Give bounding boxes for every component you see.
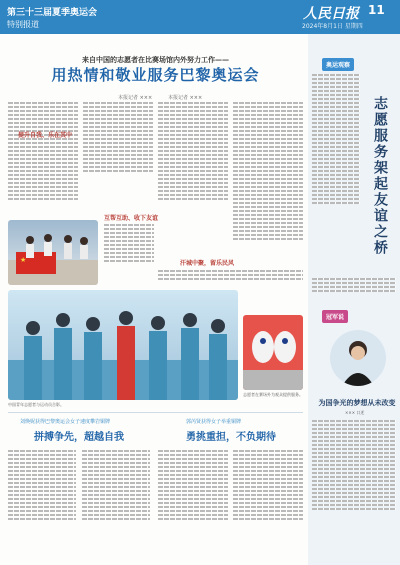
byline: 本报记者 ××× <box>118 95 153 101</box>
text-column <box>312 418 396 560</box>
text-column <box>83 100 153 210</box>
volunteer-group-photo <box>8 290 238 400</box>
text-column <box>8 448 76 560</box>
photo-illustration <box>8 220 98 285</box>
subheading: 提升自我、乐在其中 <box>18 132 73 139</box>
mascot-photo <box>243 315 303 390</box>
photo-caption: 中国青年志愿者与运动员合影。 <box>8 402 64 407</box>
article-kicker: 来自中国的志愿者在比赛场馆内外努力工作—— <box>82 55 229 64</box>
section-divider <box>8 412 303 413</box>
portrait-byline: ××× 口述 <box>345 410 365 415</box>
sidebar-tag: 奥运观察 <box>322 58 354 71</box>
newspaper-logo: 人民日报 <box>303 6 359 22</box>
story-headline: 勇挑重担，不负期待 <box>186 432 276 443</box>
subsection-title: 特别报道 <box>7 20 39 29</box>
volunteer-flag-photo <box>8 220 98 285</box>
subheading: 互帮互助、收下友谊 <box>104 215 159 222</box>
page-header <box>0 0 400 34</box>
issue-date: 2024年8月1日 星期四 <box>302 23 363 30</box>
text-column <box>82 448 150 560</box>
story-kicker: 刘焕妮获得巴黎奥运会女子速度攀岩铜牌 <box>20 419 111 425</box>
text-column <box>158 100 228 250</box>
portrait-title: 为国争光的梦想从未改变 <box>318 398 396 407</box>
photo-illustration <box>8 290 238 400</box>
text-column <box>104 222 154 282</box>
photo-illustration <box>243 315 303 390</box>
section-title: 第三十三届夏季奥运会 <box>7 8 98 18</box>
subheading: 汗城中聚，留乐民风 <box>180 260 235 267</box>
text-column <box>312 276 396 304</box>
portrait-illustration <box>330 330 386 386</box>
article-headline: 用热情和敬业服务巴黎奥运会 <box>51 66 260 84</box>
photo-caption: 志愿者在赛场外为观众提供服务。 <box>243 392 303 397</box>
athlete-portrait <box>330 330 386 386</box>
text-column <box>158 448 228 560</box>
sidebar-tag: 冠军说 <box>322 310 348 323</box>
story-kicker: 郭芮贤获得女子举重铜牌 <box>186 419 242 425</box>
text-column <box>158 268 303 288</box>
text-column <box>312 72 360 272</box>
page-number: 11 <box>368 3 385 17</box>
sidebar-vertical-title: 志愿服务架起友谊之桥 <box>372 96 388 256</box>
byline: 本报记者 ××× <box>168 95 203 101</box>
text-column <box>233 448 303 560</box>
svg-text:★: ★ <box>20 256 27 264</box>
story-headline: 拼搏争先，超越自我 <box>34 432 124 443</box>
